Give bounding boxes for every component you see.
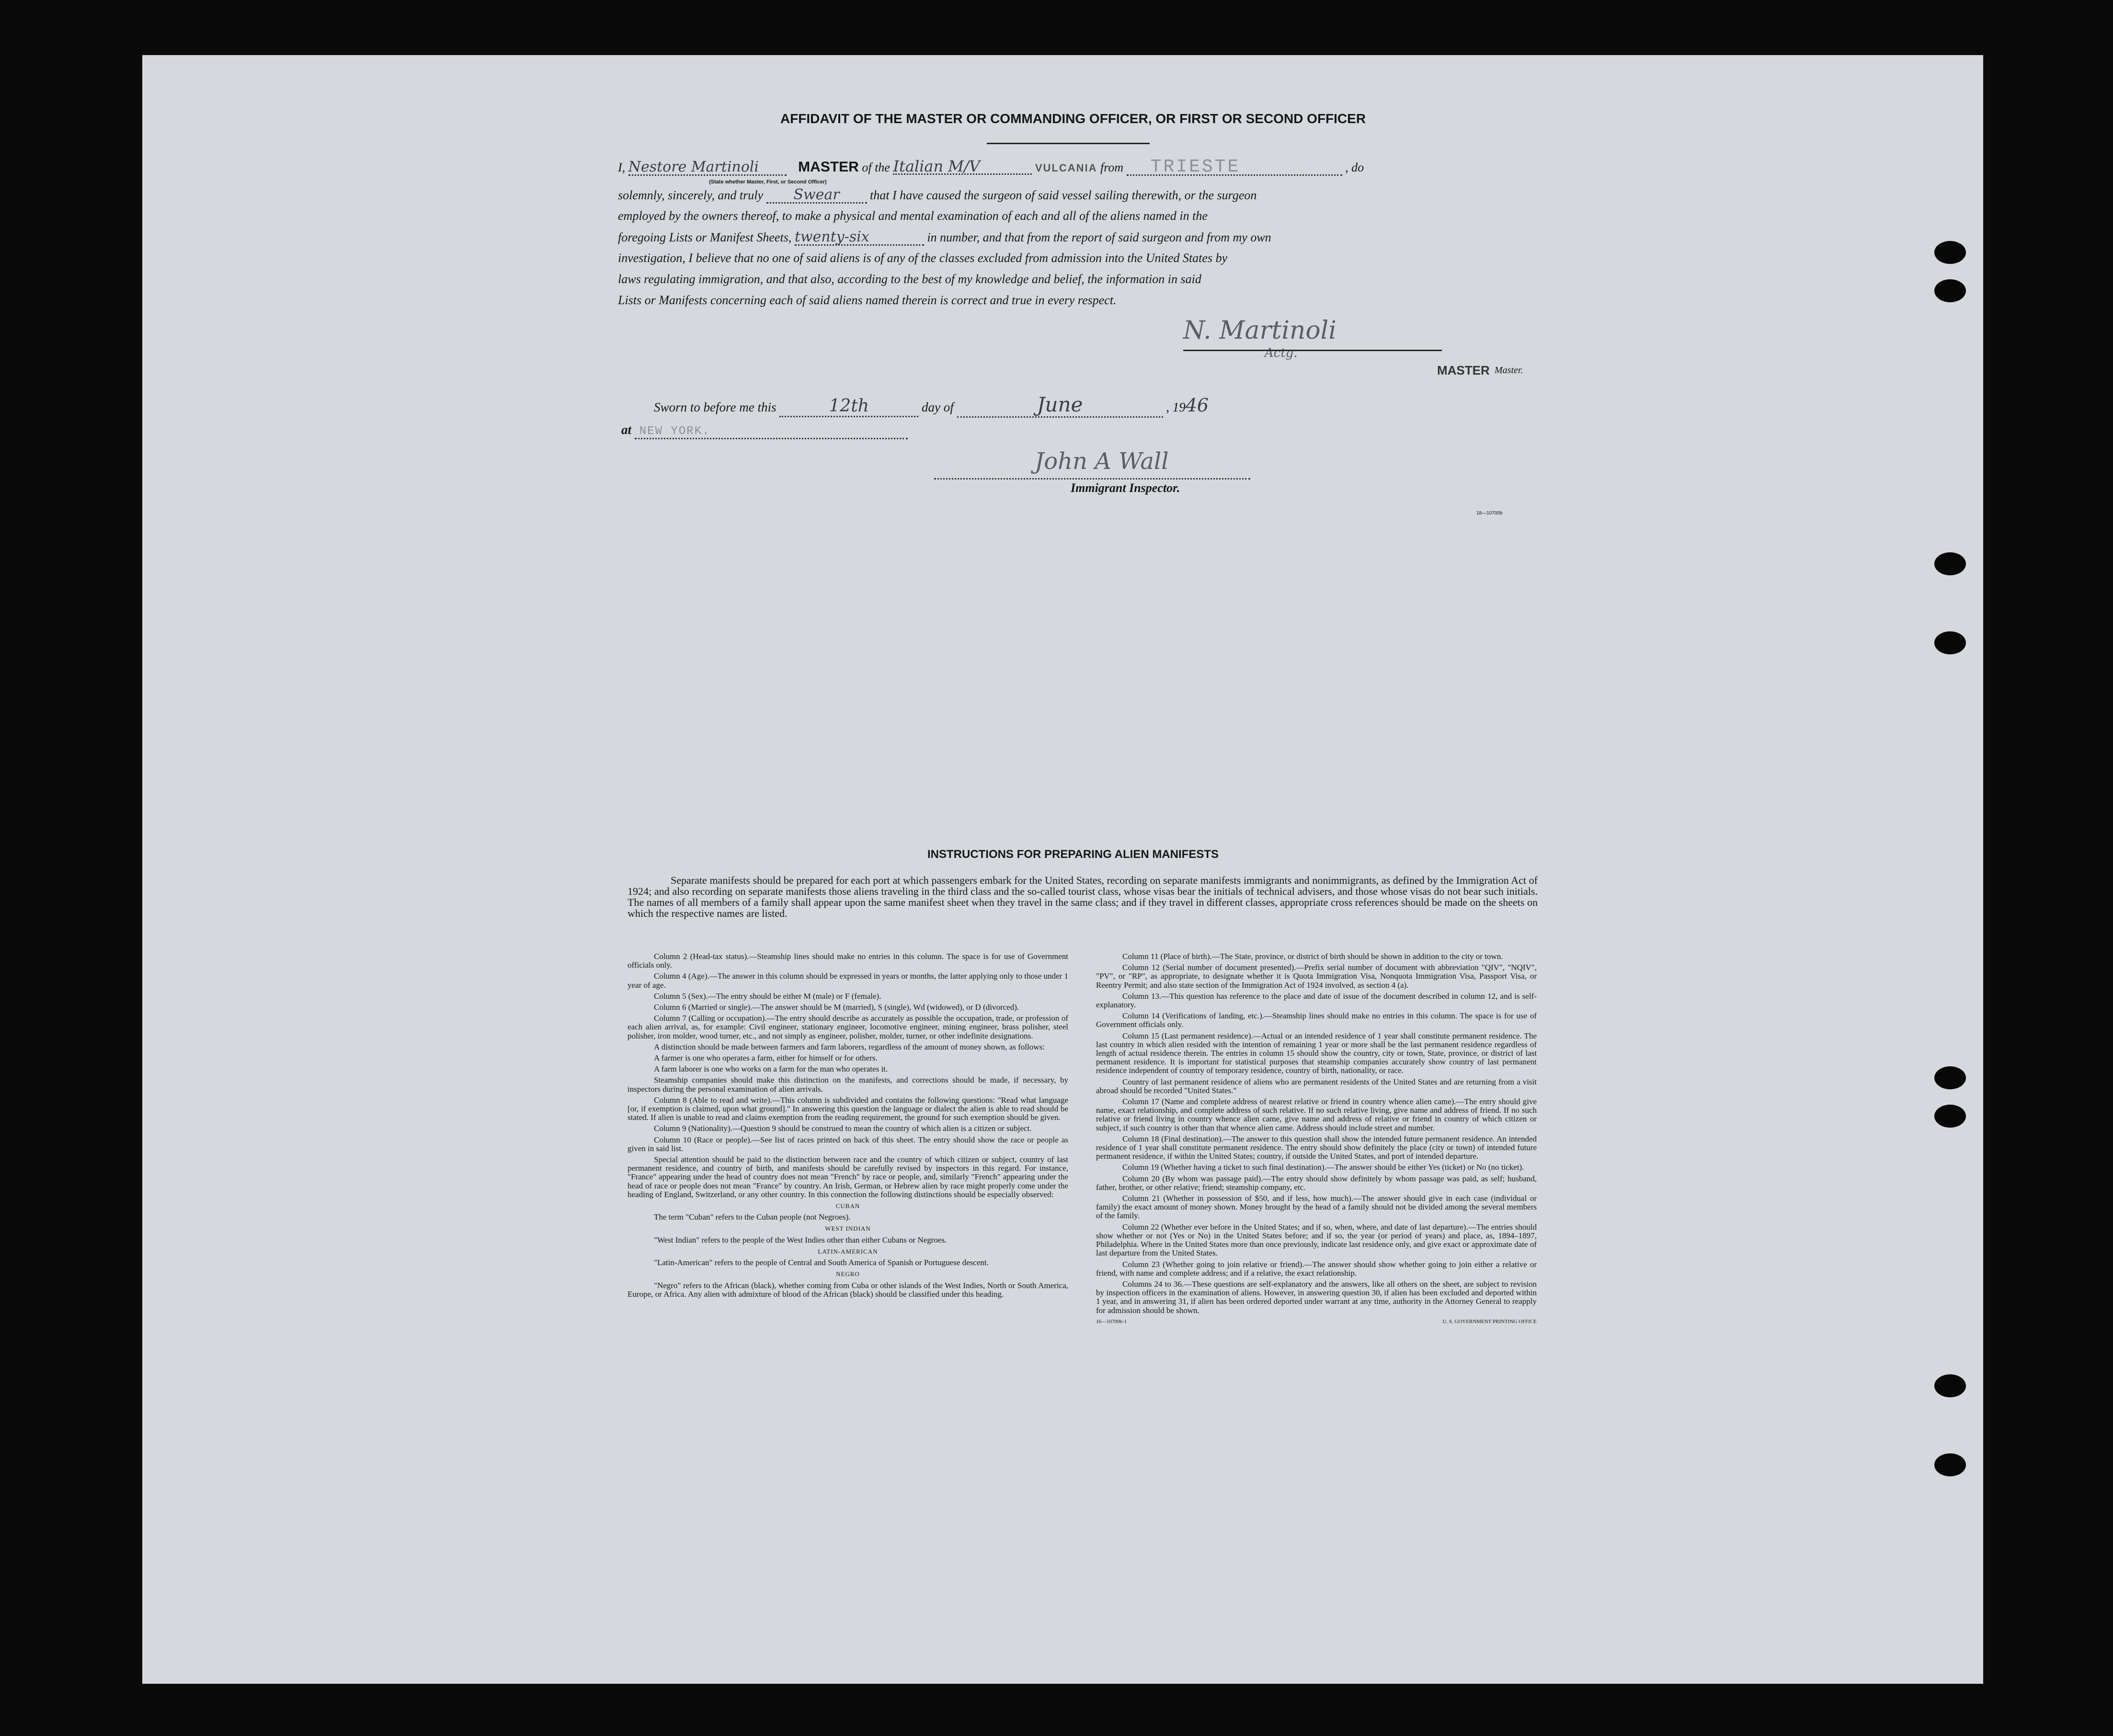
instructions-title: INSTRUCTIONS FOR PREPARING ALIEN MANIFESTS <box>927 848 1219 861</box>
right-paragraph: Column 23 (Whether going to join relative or friend).—The answer should show whether going to join either a relative or friend, with name and complete address; and if a relative, the exact relationship. <box>1096 1259 1537 1278</box>
line-2-pre: solemnly, sincerely, and truly <box>618 188 764 202</box>
inspector-rule <box>934 478 1250 480</box>
state-note: (State whether Master, First, or Second Officer) <box>709 179 827 185</box>
right-paragraph: Column 20 (By whom was passage paid).—The entry should show definitely by whom passage was paid, as self; husband, father, brother, or other relative; friend; steamship company, etc. <box>1096 1174 1537 1192</box>
instructions-right-column <box>1096 952 1537 1328</box>
sworn-month: June <box>957 393 1163 418</box>
left-paragraph: Column 10 (Race or people).—See list of races printed on back of this sheet. The entry should show the race or people as given in said list. <box>628 1135 1068 1153</box>
section-heading-west-indian: WEST INDIAN <box>825 1225 871 1233</box>
inspector-signature: John A Wall <box>1035 448 1169 475</box>
master-label: MASTER <box>798 159 859 175</box>
binder-hole <box>1934 1066 1966 1089</box>
right-paragraph: Column 19 (Whether having a ticket to such final destination).—The answer should be either Yes (ticket) or No (no ticket). <box>1122 1163 1524 1172</box>
left-paragraph: A farmer is one who operates a farm, either for himself or for others. <box>654 1053 878 1063</box>
line-2-post: that I have caused the surgeon of said vessel sailing therewith, or the surgeon <box>870 188 1257 202</box>
left-paragraph: Steamship companies should make this distinction on the manifests, and corrections should be made, if necessary, by inspectors during the personal examination of alien arrivals. <box>628 1075 1068 1094</box>
left-paragraph: Column 4 (Age).—The answer in this column should be expressed in years or months, the latter applying only to those under 1 year of age. <box>628 971 1068 990</box>
officer-name: Nestore Martinoli <box>628 160 787 176</box>
form-number: 18—10700b <box>1476 511 1503 516</box>
left-paragraph: "West Indian" refers to the people of the West Indies other than either Cubans or Negroes. <box>654 1235 947 1245</box>
at-line <box>621 423 908 439</box>
affidavit-title: AFFIDAVIT OF THE MASTER OR COMMANDING OFFICER, OR FIRST OR SECOND OFFICER <box>780 111 1366 126</box>
left-paragraph: Column 5 (Sex).—The entry should be either M (male) or F (female). <box>654 991 881 1001</box>
right-paragraph: Column 15 (Last permanent residence).—Actual or an intended residence of 1 year shall constitute permanent residence. The last country in which alien resided with the intention of remaining 1 year or more shall be the last permanent residence regardless of length of actual residence therein. The entries in column 15 should show the country, city or town, State, province, or district of last permanent residence. It is important for statistical purposes that steamship companies accurately show country of last permanent residence independent of country of temporary residence, country of birth, nationality, or race. <box>1096 1031 1537 1075</box>
affidavit-line-5: investigation, I believe that no one of said aliens is of any of the classes excluded from admission into the United States by <box>618 251 1228 265</box>
affidavit-line-7: Lists or Manifests concerning each of said aliens named therein is correct and true in every respect. <box>618 293 1117 307</box>
right-paragraph: Column 17 (Name and complete address of nearest relative or friend in country whence alien came).—The entry should give name, exact relationship, and complete address of such relative. If no such relative living, give name and address of friend. If no such relative or friend living in country whence alien came, give name and address of relative or friend in country of which citizen or subject, if such country is other than that whence alien came. Address should include street and number. <box>1096 1097 1537 1132</box>
master-suffix: Master. <box>1495 365 1523 376</box>
sworn-day: 12th <box>779 396 918 417</box>
section-heading-latin-american: LATIN-AMERICAN <box>818 1247 878 1255</box>
section-heading-negro: NEGRO <box>836 1270 860 1278</box>
left-paragraph: A distinction should be made between farmers and farm laborers, regardless of the amount of money shown, as follows: <box>654 1042 1045 1051</box>
of-the-text: of the <box>862 160 890 174</box>
right-paragraph: Country of last permanent residence of aliens who are permanent residents of the United States and are returning from a visit abroad should be recorded "United States." <box>1096 1077 1537 1095</box>
at-place: NEW YORK. <box>635 425 908 439</box>
left-paragraph: Column 7 (Calling or occupation).—The entry should describe as accurately as possible the occupation, trade, or profession of each alien arrival, as, for example: Civil engineer, stationary engineer, locomotive engineer, mining engineer, brass polisher, steel polisher, iron molder, wood turner, etc., and not simply as engineer, polisher, molder, turner, or other indefinite designations. <box>628 1014 1068 1040</box>
right-paragraph: Columns 24 to 36.—These questions are self-explanatory and the answers, like all others on the sheet, are subject to revision by inspection officers in the examination of aliens. However, in answering question 30, if alien has been excluded and deported within 1 year, and in answering 31, if alien has been ordered deported under warrant at any time, authority in the Attorney General to reapply for admission should be shown. <box>1096 1279 1537 1315</box>
right-paragraph: Column 13.—This question has reference to the place and date of issue of the document described in column 12, and is self-explanatory. <box>1096 991 1537 1010</box>
left-paragraph: The term "Cuban" refers to the Cuban people (not Negroes). <box>654 1212 851 1222</box>
binder-hole <box>1934 279 1966 302</box>
binder-hole <box>1934 241 1966 264</box>
day-of-text: day of <box>922 400 954 414</box>
affidavit-line-6: laws regulating immigration, and that also, according to the best of my knowledge and belief, the information in said <box>618 272 1201 286</box>
footer-form-number: 16—10700b-1 <box>1096 1318 1127 1325</box>
sworn-pre: Sworn to before me this <box>654 400 777 414</box>
sworn-year: 46 <box>1185 395 1209 416</box>
instructions-intro: Separate manifests should be prepared for each port at which passengers embark for the United States, recording on separate manifests immigrants and nonimmigrants, as defined by the Immigration Act of 1924; and also recording on separate manifests those aliens traveling in the third class and the so-called tourist class, whose visas bear the initials of technical advisers, and those whose visas do not bear such initials. The names of all members of a family shall appear upon the same manifest sheet when they travel in the same class; and if they travel in different classes, appropriate cross references should be made on the sheets on which the respective names are listed. <box>628 874 1538 919</box>
left-paragraph: Column 9 (Nationality).—Question 9 should be construed to mean the country of which alien is a citizen or subject. <box>654 1124 1032 1133</box>
binder-hole <box>1934 552 1966 575</box>
left-paragraph: A farm laborer is one who works on a farm for the man who operates it. <box>654 1064 888 1074</box>
vessel-handwritten: Italian M/V <box>893 159 1032 175</box>
master-signature: N. Martinoli <box>1183 316 1336 345</box>
from-text: from <box>1100 160 1124 174</box>
at-text: at <box>621 423 632 437</box>
right-paragraph: Column 18 (Final destination).—The answer to this question shall show the intended future permanent residence. An intended residence of 1 year shall constitute permanent residence. The entry should show definitely the place (city or town) of intended future permanent residence, if within the United States; country, if outside the United States, and port of intended departure. <box>1096 1134 1537 1161</box>
section-heading-cuban: CUBAN <box>835 1202 860 1210</box>
alien-count: twenty-six <box>795 230 924 246</box>
right-paragraph: Column 11 (Place of birth).—The State, province, or district of birth should be shown in addition to the city or town. <box>1122 952 1503 961</box>
footer-printer: U. S. GOVERNMENT PRINTING OFFICE <box>1442 1318 1537 1325</box>
right-paragraph: Column 14 (Verifications of landing, etc.).—Steamship lines should make no entries in this column. The space is for use of Government officials only. <box>1096 1011 1537 1029</box>
sworn-line <box>654 393 1209 418</box>
left-paragraph: Special attention should be paid to the distinction between race and the country of which citizen or subject, country of last permanent residence, and country of birth, and manifests should be carefully revised by inspectors in this regard. For instance, "France" appearing under the head of country does not mean "French" by race or people, and, similarly "French" appearing under the head of race or people does not mean "France" by country. An Irish, German, or Hebrew alien by race might properly come under the heading of England, Switzerland, or any other country. In this connection the following distinctions should be especially observed: <box>628 1155 1068 1199</box>
line-4-post: in number, and that from the report of said surgeon and from my own <box>927 230 1271 244</box>
master-signature-sub: Actg. <box>1265 346 1298 360</box>
right-paragraph: Column 22 (Whether ever before in the United States; and if so, when, where, and date of last departure).—The entries should show whether or not (Yes or No) in the United States before; and if so, the year (or period of years) and place, as, 1894–1897, Philadelphia. Where in the United States more than once previously, indicate last residence only, and give exact or approximate date of last departure from the United States. <box>1096 1222 1537 1258</box>
binder-hole <box>1934 1105 1966 1128</box>
right-paragraph: Column 21 (Whether in possession of $50, and if less, how much).—The answer should give in each case (individual or family) the exact amount of money shown. Money brought by the head of a family should not be divided among the several members of the family. <box>1096 1194 1537 1221</box>
affidavit-line-4 <box>618 230 1528 246</box>
signature-rule <box>1183 350 1442 351</box>
port-stamp: TRIESTE <box>1127 160 1342 176</box>
binder-hole <box>1934 631 1966 654</box>
left-paragraph: Column 6 (Married or single).—The answer should be M (married), S (single), Wd (widowed), or D (divorced). <box>654 1003 1019 1012</box>
line-4-pre: foregoing Lists or Manifest Sheets, <box>618 230 792 244</box>
title-rule <box>987 143 1150 144</box>
binder-hole <box>1934 1374 1966 1397</box>
affidavit-line-2 <box>618 188 1528 204</box>
master-stamp: MASTER <box>1437 363 1490 377</box>
pronoun-text: I, <box>618 160 626 174</box>
year-prefix: , 19 <box>1166 400 1186 414</box>
vessel-name: VULCANIA <box>1035 162 1097 174</box>
binder-hole <box>1934 1453 1966 1476</box>
affidavit-line-1 <box>618 159 1528 176</box>
left-paragraph: Column 2 (Head-tax status).—Steamship lines should make no entries in this column. The space is for use of Government officials only. <box>628 952 1068 970</box>
right-paragraph: Column 12 (Serial number of document presented).—Prefix serial number of document with abbreviation "QIV", "NQIV", "PV", or "RP", as appropriate, to designate whether it is Quota Immigration Visa, Nonquota Immigration Visa, Passport Visa, or Reentry Permit; and also state section of the Immigration Act of 1924 involved, as section 4 (a). <box>1096 963 1537 990</box>
oath-word: Swear <box>766 188 867 204</box>
left-paragraph: "Negro" refers to the African (black), whether coming from Cuba or other islands of the West Indies, North or South America, Europe, or Africa. Any alien with admixture of blood of the African (black) should be classified under this heading. <box>628 1280 1068 1299</box>
instructions-left-column <box>628 952 1068 1301</box>
left-paragraph: "Latin-American" refers to the people of Central and South America of Spanish or Portuguese descent. <box>654 1258 989 1268</box>
instructions-footer <box>1096 1317 1537 1326</box>
do-text: , do <box>1345 160 1364 174</box>
inspector-label: Immigrant Inspector. <box>1071 481 1180 495</box>
affidavit-line-3: employed by the owners thereof, to make a physical and mental examination of each and all of the aliens named in the <box>618 209 1208 223</box>
left-paragraph: Column 8 (Able to read and write).—This column is subdivided and contains the following questions: "Read what language [or, if exemption is claimed, upon what ground]." In answering this question the language or dialect the alien is able to read should be stated. If alien is unable to read and claims exemption from the reading requirement, the ground for such exemption should be given. <box>628 1095 1068 1122</box>
